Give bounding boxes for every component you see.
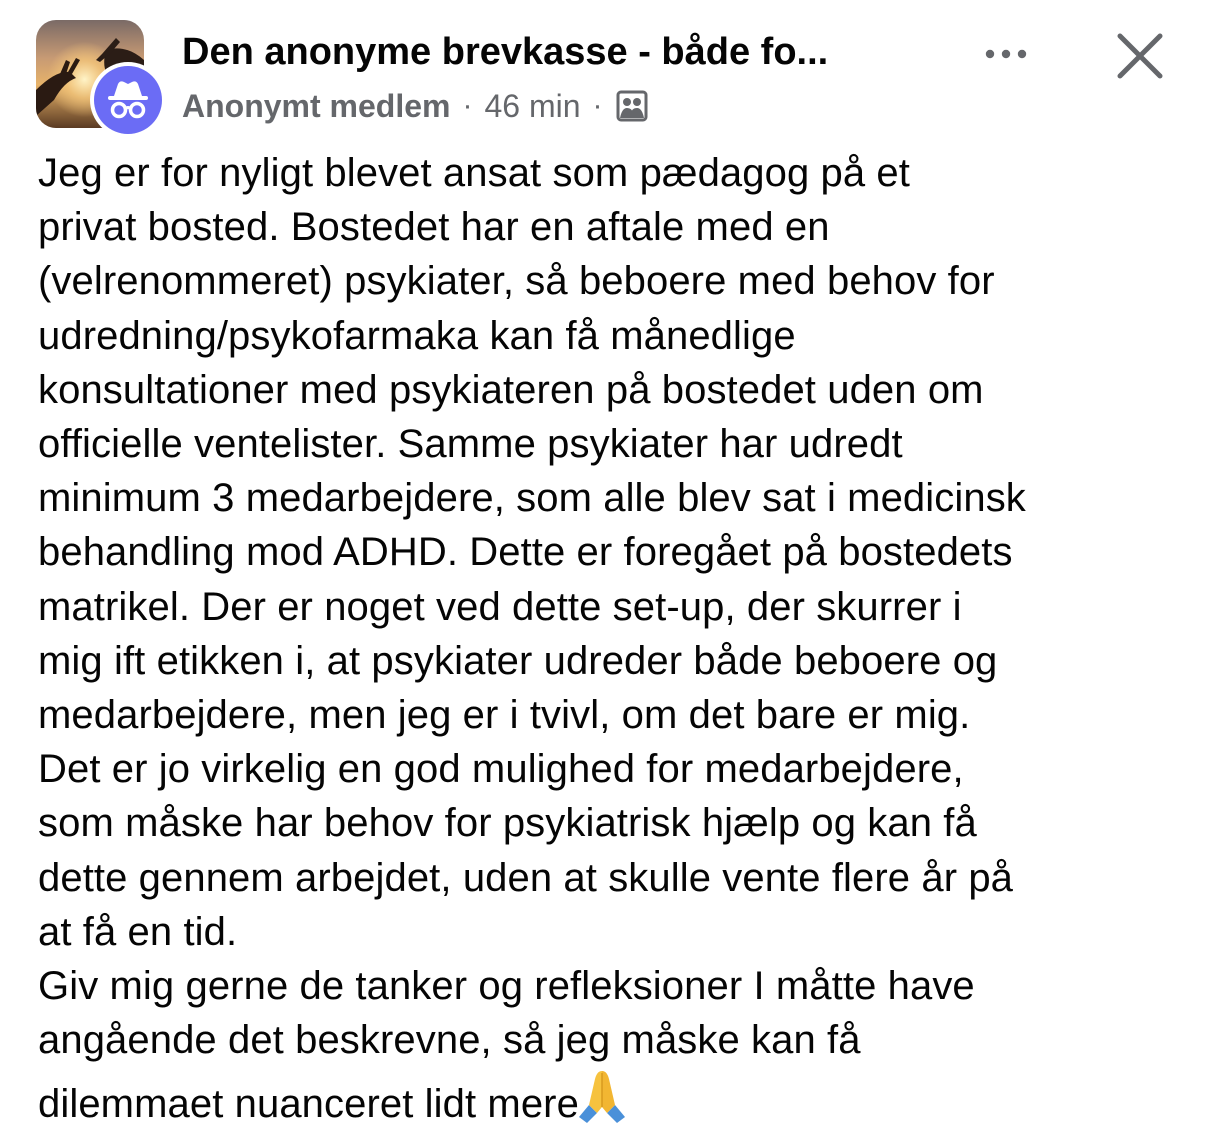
post-line: behandling mod ADHD. Dette er foregået på bostedets xyxy=(38,530,1013,575)
post-line: angående det beskrevne, så jeg måske kan få xyxy=(38,1018,861,1063)
meta-separator: · xyxy=(462,89,473,122)
post-line: at få en tid. xyxy=(38,909,238,954)
post-line: Giv mig gerne de tanker og refleksioner I måtte have xyxy=(38,964,975,1009)
more-options-button[interactable] xyxy=(980,36,1036,72)
folded-hands-icon xyxy=(573,1067,631,1123)
author-name[interactable]: Anonymt medlem xyxy=(182,87,451,124)
post-line: matrikel. Der er noget ved dette set-up, der skurrer i xyxy=(38,584,962,629)
incognito-icon xyxy=(94,66,162,134)
post-line: som måske har behov for psykiatrisk hjælp og kan få xyxy=(38,801,977,846)
post-line: udredning/psykofarmaka kan få månedlige xyxy=(38,313,796,358)
close-button[interactable] xyxy=(1110,26,1170,86)
post-line: dette gennem arbejdet, uden at skulle vente flere år på xyxy=(38,855,1014,900)
post-line: konsultationer med psykiateren på bostedet uden om xyxy=(38,367,984,412)
post-line: privat bosted. Bostedet har en aftale med en xyxy=(38,205,830,250)
group-audience-icon xyxy=(615,89,649,123)
post-header xyxy=(0,0,1206,140)
group-title[interactable]: Den anonyme brevkasse - både fo... xyxy=(182,31,829,73)
post-timestamp[interactable]: 46 min xyxy=(484,87,581,124)
more-options-icon xyxy=(980,36,1036,72)
post-meta xyxy=(182,84,649,128)
post-last-line xyxy=(38,1067,1188,1131)
post-line: (velrenommeret) psykiater, så beboere med behov for xyxy=(38,259,995,304)
post-line: officielle ventelister. Samme psykiater har udredt xyxy=(38,422,903,467)
anonymous-badge xyxy=(90,62,166,138)
close-icon xyxy=(1110,26,1170,86)
post-body xyxy=(38,146,1188,1132)
meta-separator-2: · xyxy=(592,89,603,122)
post-line: dilemmaet nuanceret lidt mere xyxy=(38,1082,579,1127)
post-line: minimum 3 medarbejdere, som alle blev sat i medicinsk xyxy=(38,476,1026,521)
post-line: medarbejdere, men jeg er i tvivl, om det bare er mig. xyxy=(38,693,971,738)
post-line: Det er jo virkelig en god mulighed for medarbejdere, xyxy=(38,747,964,792)
post-line: mig ift etikken i, at psykiater udreder både beboere og xyxy=(38,638,998,683)
post-line: Jeg er for nyligt blevet ansat som pædagog på et xyxy=(38,151,910,195)
